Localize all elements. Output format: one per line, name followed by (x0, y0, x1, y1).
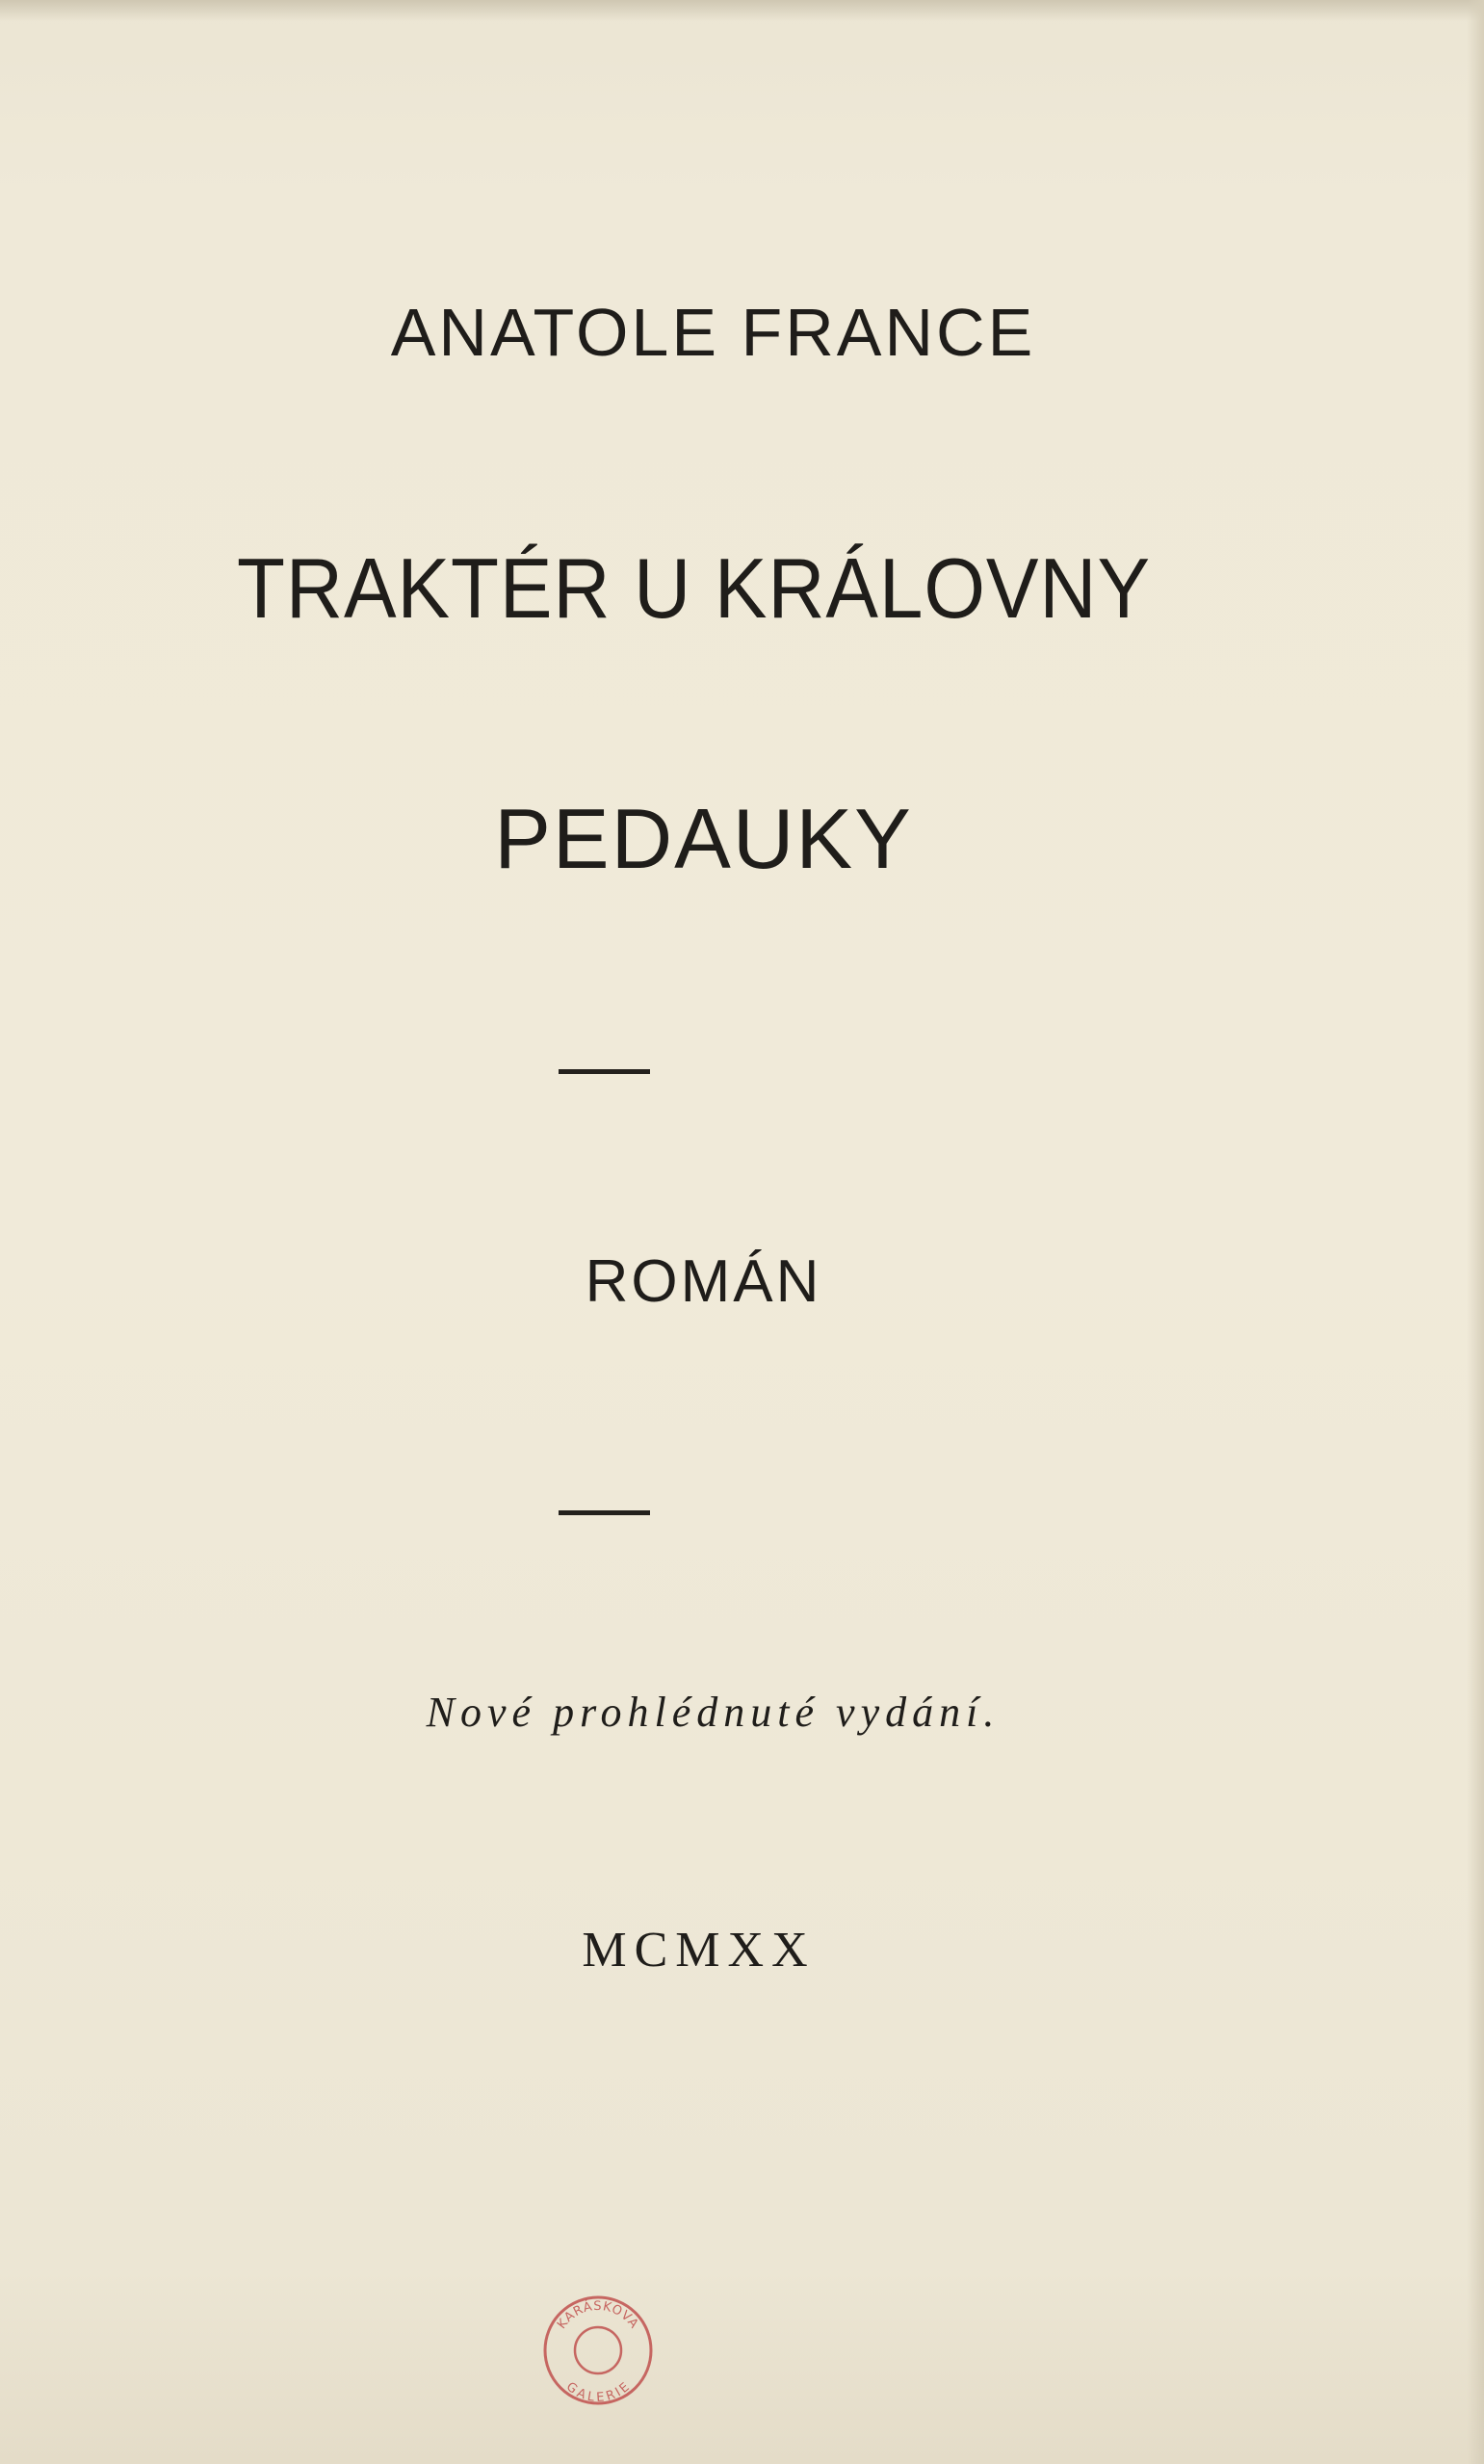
author-name: ANATOLE FRANCE (390, 295, 1036, 370)
divider-rule-bottom (559, 1510, 650, 1515)
publication-year: MCMXX (582, 1923, 816, 1978)
divider-rule-top (559, 1069, 650, 1074)
svg-text:KARÁSKOVA: KARÁSKOVA (554, 2298, 642, 2332)
book-title-line-1: TRAKTÉR U KRÁLOVNY (236, 540, 1151, 636)
svg-text:GALERIE: GALERIE (562, 2379, 634, 2405)
edition-note: Nové prohlédnuté vydání. (426, 1689, 1001, 1736)
book-title-line-2: PEDAUKY (494, 791, 913, 886)
genre-label: ROMÁN (585, 1248, 822, 1315)
library-stamp-icon (540, 2293, 656, 2408)
